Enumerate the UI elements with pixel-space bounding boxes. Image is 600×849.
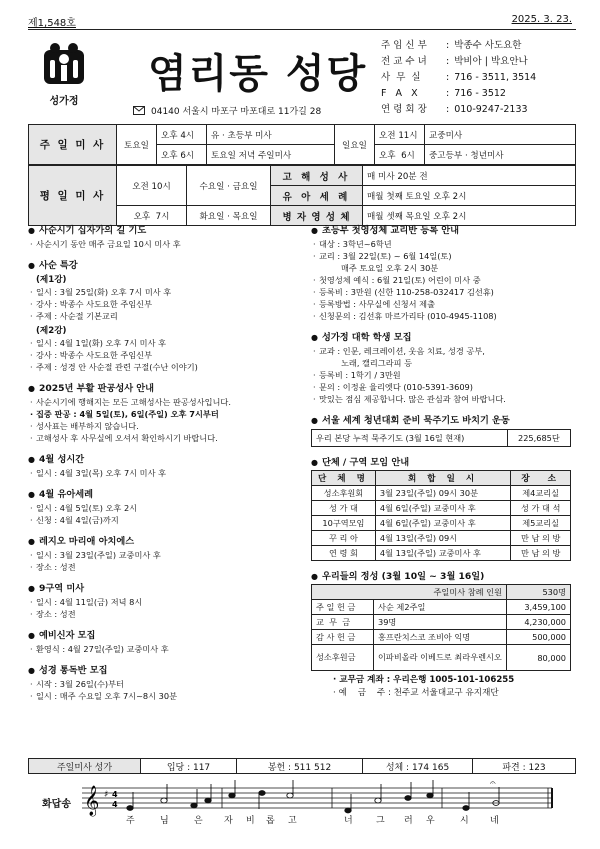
notice-title: ● 단체 / 구역 모임 안내: [311, 454, 576, 468]
notice-item: · 일시 : 3월 23일(주일) 교중미사 후: [28, 549, 300, 561]
notice-item: · 일시 : 4월 5일(토) 오후 2시: [28, 502, 300, 514]
fermata-icon: 𝄐: [490, 778, 496, 789]
church-title: 염리동 성당: [148, 51, 368, 97]
left-column: [28, 222, 300, 709]
notice-title: ● 성경 통독반 모집: [28, 662, 300, 676]
sun-time: 오전 11시: [375, 125, 425, 145]
cell: 80,000: [507, 645, 571, 671]
notice-item: 노래, 캘리그라피 등: [341, 358, 413, 368]
communion-hymn: 성체 : 174 165: [363, 759, 473, 773]
cell: 성소후원금: [312, 645, 374, 671]
notice-item: · 일시 : 4월 3일(목) 오후 7시 미사 후: [28, 467, 300, 479]
sacrament-value: 매월 첫째 토요일 오후 2시: [363, 186, 576, 206]
info-label: 연 령 회 장: [381, 104, 427, 115]
notice-title: ● 4월 유아세례: [28, 486, 300, 500]
cell: 4월 13일(주일) 교중미사 후: [375, 546, 510, 561]
notice-item: · 신청문의 : 김선휴 마르가리타 (010-4945-1108): [311, 310, 576, 322]
notice-first-communion: [311, 222, 576, 322]
offerings-table: [311, 584, 571, 671]
holy-family-logo-icon: [44, 42, 84, 86]
issue-number: 제1,548호: [28, 18, 76, 29]
cell: 이파비올라 이베드로 최라우렌시오: [374, 645, 507, 671]
lyric-syllable: 네: [490, 816, 499, 826]
notice-item: · 주제 : 성경 안 사순절 관련 구절(수난 이야기): [28, 361, 300, 373]
notice-offerings: [311, 568, 576, 700]
lyric-syllable: 자: [224, 816, 233, 826]
notice-item: · 장소 : 성전: [28, 561, 300, 573]
notice-item: · 일시 : 3월 25일(화) 오후 7시 미사 후: [28, 286, 300, 298]
col-header: 장 소: [511, 471, 571, 486]
notice-title: ● 우리들의 정성 (3월 10일 ~ 3월 16일): [311, 568, 576, 582]
cell: 39명: [374, 615, 507, 630]
notice-item: · 일시 : 4월 1일(화) 오후 7시 미사 후: [28, 337, 300, 349]
lecture-2-label: (제2강): [36, 326, 67, 336]
sunday-mass-label: 주 일 미 사: [29, 125, 117, 165]
issue-date: 2025. 3. 23.: [511, 14, 572, 25]
lyric-syllable: 롭: [266, 816, 275, 826]
sunday-label: 일요일: [335, 125, 375, 165]
lecture-1-label: (제1강): [36, 275, 67, 285]
cell: 3,459,100: [507, 600, 571, 615]
right-column: [311, 222, 576, 707]
sacrament-label: 병 자 영 성 체: [271, 206, 363, 226]
table-row: [312, 486, 571, 501]
notice-item: · 강사 : 박종수 사도요한 주임신부: [28, 298, 300, 310]
notice-infant-baptism: [28, 486, 300, 526]
time-signature: 4: [112, 790, 118, 799]
info-label: 전 교 수 녀: [381, 56, 427, 67]
notice-item: · 강사 : 박종수 사도요한 주임신부: [28, 349, 300, 361]
notice-title: ● 서울 세계 청년대회 준비 묵주기도 바치기 운동: [311, 412, 576, 426]
response-label: 화답송: [42, 799, 71, 810]
rosary-count-value: 225,685단: [507, 430, 570, 447]
notice-item: · 환영식 : 4월 27일(주일) 교중미사 후: [28, 643, 300, 655]
table-row: [312, 531, 571, 546]
sun-desc: 중고등부 · 청년미사: [425, 145, 576, 165]
notice-item: · 성사표는 배부하지 않습니다.: [28, 420, 300, 432]
lyric-syllable: 고: [288, 816, 297, 826]
notice-holy-hour: [28, 451, 300, 479]
table-row: [312, 600, 571, 615]
notice-item: · 첫영성체 예식 : 6월 21일(토) 어린이 미사 중: [311, 274, 576, 286]
notice-title: ● 사순시기 십자가의 길 기도: [28, 222, 300, 236]
sacrament-label: 고 해 성 사: [271, 166, 363, 186]
lyric-syllable: 님: [160, 816, 169, 826]
sacrament-value: 매월 셋째 목요일 오후 2시: [363, 206, 576, 226]
mass-schedule-table: [28, 124, 576, 165]
lyric-syllable: 그: [376, 816, 385, 826]
notice-item: · 장소 : 성전: [28, 608, 300, 620]
music-staff: [82, 778, 562, 818]
notice-item: · 집중 판공 : 4월 5일(토), 6일(주일) 오후 7시부터: [28, 408, 300, 420]
col-header: 단 체 명: [312, 471, 376, 486]
cell: 500,000: [507, 630, 571, 645]
weekday-mass-label: 평 일 미 사: [29, 166, 117, 226]
lyric-syllable: 은: [194, 816, 203, 826]
weekday-days: 화요일 · 목요일: [187, 206, 271, 226]
account-holder: 예 금 주 : 천주교 서울대교구 유지재단: [338, 688, 499, 698]
cell: 사순 제2주일: [374, 600, 507, 615]
info-value: 010-9247-2133: [454, 104, 528, 115]
lyric-syllable: 러: [404, 816, 413, 826]
cell: 홍프란치스코 조비아 익명: [374, 630, 507, 645]
cell: 4월 6일(주일) 교중미사 후: [375, 501, 510, 516]
cell: 10구역모임: [312, 516, 376, 531]
notice-item: · 고해성사 후 사무실에 오셔서 확인하시기 바랍니다.: [28, 432, 300, 444]
cell: 3월 23일(주일) 09시 30분: [375, 486, 510, 501]
attendance-label: 주일미사 참례 인원: [312, 585, 507, 600]
sun-time: 오후 6시: [375, 145, 425, 165]
notice-item: · 대상 : 3학년~6학년: [311, 238, 576, 250]
meetings-table: [311, 470, 571, 561]
cell: 4월 6일(주일) 교중미사 후: [375, 516, 510, 531]
table-row: [312, 546, 571, 561]
notice-item: · 교리 : 3월 22일(토) ~ 6월 14일(토): [311, 250, 576, 262]
notice-item: · 등록비 : 3만원 (신한 110-258-032417 김선휴): [311, 286, 576, 298]
table-row: [312, 615, 571, 630]
cell: 성 가 대 석: [511, 501, 571, 516]
lyric-syllable: 우: [426, 816, 435, 826]
cell: 성소후원회: [312, 486, 376, 501]
info-value: 박비아 | 박요안나: [454, 56, 528, 67]
hymn-numbers-bar: [28, 758, 576, 774]
notice-item: 매주 토요일 오후 2시 30분: [341, 263, 439, 273]
info-label: 주 임 신 부: [381, 40, 427, 51]
sharp-icon: ♯: [104, 790, 109, 800]
notice-title: ● 사순 특강: [28, 257, 300, 271]
notice-title: ● 예비신자 모집: [28, 627, 300, 641]
notice-title: ● 성가정 대학 학생 모집: [311, 329, 576, 343]
weekday-days: 수요일 · 금요일: [187, 166, 271, 206]
notice-title: ● 4월 성시간: [28, 451, 300, 465]
entrance-hymn: 입당 : 117: [141, 759, 237, 773]
notice-item: · 사순시기 동안 매주 금요일 10시 미사 후: [28, 238, 300, 250]
notice-item: · 일시 : 매주 수요일 오후 7시~8시 30분: [28, 690, 300, 702]
table-row: [312, 501, 571, 516]
attendance-value: 530명: [507, 585, 571, 600]
notice-item: · 신청 : 4월 4일(금)까지: [28, 514, 300, 526]
sat-time: 오후 4시: [157, 125, 207, 145]
sat-desc: 유 · 초등부 미사: [207, 125, 335, 145]
info-value: 716 - 3511, 3514: [454, 72, 537, 83]
cell: 제4교리실: [511, 486, 571, 501]
lyric-syllable: 너: [344, 816, 353, 826]
notice-title: ● 초등부 첫영성체 교리반 등록 안내: [311, 222, 576, 236]
cell: 연 령 회: [312, 546, 376, 561]
notice-legio-acies: [28, 533, 300, 573]
lyric-syllable: 주: [126, 816, 135, 826]
notice-title: ● 9구역 미사: [28, 580, 300, 594]
sat-time: 오후 6시: [157, 145, 207, 165]
notice-title: ● 레지오 마리애 아치에스: [28, 533, 300, 547]
cell: 만 남 의 방: [511, 531, 571, 546]
cell: 만 남 의 방: [511, 546, 571, 561]
notice-item: · 사순시기에 행해지는 모든 고해성사는 판공성사입니다.: [28, 396, 300, 408]
notice-easter-confession: [28, 380, 300, 444]
info-label: 사 무 실: [381, 72, 421, 83]
weekday-time: 오후 7시: [117, 206, 187, 226]
account-holder-line: · 예 금 주 : 천주교 서울대교구 유지재단: [333, 688, 499, 698]
contact-info: 주 임 신 부 : 박종수 사도요한 전 교 수 녀 : 박비아 | 박요안나 사 무 실 : 716 - 3511, 3514 F A X : 716 - 3512 연 령 회 장 : 010-9247-2133: [381, 38, 536, 118]
saturday-label: 토요일: [117, 125, 157, 165]
offertory-hymn: 봉헌 : 511 512: [237, 759, 363, 773]
cell: 교 무 금: [312, 615, 374, 630]
cell: 주 일 헌 금: [312, 600, 374, 615]
notice-item: · 문의 : 이정윤 율리엣다 (010-5391-3609): [311, 381, 576, 393]
church-address: 04140 서울시 마포구 마포대로 11가길 28: [151, 107, 322, 117]
hymns-label: 주일미사 성가: [29, 759, 141, 773]
sun-desc: 교중미사: [425, 125, 576, 145]
church-logo: [44, 42, 84, 86]
notice-stations-of-cross: [28, 222, 300, 250]
sacrament-label: 유 아 세 례: [271, 186, 363, 206]
cell: 제5교리실: [511, 516, 571, 531]
time-signature: 4: [112, 800, 118, 809]
sat-desc: 토요일 저녁 주일미사: [207, 145, 335, 165]
lyric-syllable: 시: [460, 816, 469, 826]
notice-item: · 등록방법 : 사무실에 신청서 제출: [311, 298, 576, 310]
notice-district-9-mass: [28, 580, 300, 620]
cell: 성 가 대: [312, 501, 376, 516]
table-row: [312, 516, 571, 531]
notice-item: · 시작 : 3월 26일(수)부터: [28, 678, 300, 690]
notice-catechumen: [28, 627, 300, 655]
cell: 4월 13일(주일) 09시: [375, 531, 510, 546]
weekday-time: 오전 10시: [117, 166, 187, 206]
notice-lent-lecture: [28, 257, 300, 373]
treble-clef-icon: 𝄞: [84, 786, 100, 816]
envelope-icon: [133, 106, 145, 115]
info-value: 716 - 3512: [454, 88, 506, 99]
notice-item: · 교과 : 인문, 레크레이션, 웃음 치료, 성경 공부,: [311, 345, 576, 357]
account-info: 교무금 계좌 : 우리은행 1005-101-106255: [339, 675, 515, 685]
info-label: F A X: [381, 88, 418, 99]
notice-item: · 주제 : 사순절 기본교리: [28, 310, 300, 322]
col-header: 회 합 일 시: [375, 471, 510, 486]
sacrament-value: 매 미사 20분 전: [363, 166, 576, 186]
account-line: · 교무금 계좌 : 우리은행 1005-101-106255: [333, 675, 515, 685]
notice-wyd-rosary: [311, 412, 576, 447]
notice-title: ● 2025년 부활 판공성사 안내: [28, 380, 300, 394]
table-row: [312, 630, 571, 645]
cell: 4,230,000: [507, 615, 571, 630]
notice-item: · 일시 : 4월 11일(금) 저녁 8시: [28, 596, 300, 608]
rosary-count-table: [311, 429, 571, 447]
table-row: [312, 645, 571, 671]
recessional-hymn: 파견 : 123: [502, 762, 546, 773]
lyric-syllable: 비: [246, 816, 255, 826]
cell: 꾸 리 아: [312, 531, 376, 546]
cell: 감 사 헌 금: [312, 630, 374, 645]
notice-holy-family-college: [311, 329, 576, 405]
notice-item: · 맛있는 점심 제공합니다. 많은 관심과 참여 바랍니다.: [311, 393, 576, 405]
notice-bible-reading: [28, 662, 300, 702]
rosary-count-label: 우리 본당 누적 묵주기도 (3월 16일 현재): [312, 430, 508, 447]
info-value: 박종수 사도요한: [454, 40, 522, 51]
notice-item: · 등록비 : 1학기 / 3만원: [311, 369, 576, 381]
weekday-schedule-table: [28, 165, 576, 226]
notice-group-meetings: [311, 454, 576, 561]
logo-caption: 성가정: [49, 96, 79, 107]
